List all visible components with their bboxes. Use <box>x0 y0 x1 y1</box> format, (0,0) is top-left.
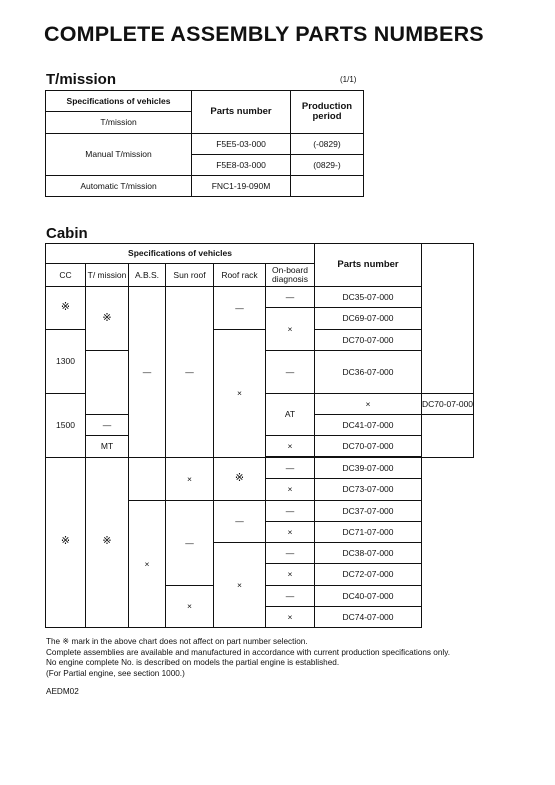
cc-cell: ※ <box>46 458 86 628</box>
parts-header: Parts number <box>192 91 291 134</box>
tmission-cell: ※ <box>86 287 129 351</box>
obd-cell: × <box>266 522 315 543</box>
cabin-parts-cell: DC37-07-000 <box>315 501 422 522</box>
abs-header: A.B.S. <box>129 264 166 287</box>
cc-cell: ※ <box>46 287 86 330</box>
obd-cell: — <box>86 415 129 436</box>
period-header: Production period <box>291 91 364 134</box>
roofrack-cell: × <box>214 330 266 458</box>
transmission-parts: FNC1-19-090M <box>192 176 291 197</box>
transmission-parts: F5E8-03-000 <box>192 155 291 176</box>
cabin-parts-header: Parts number <box>315 244 422 287</box>
tmission-header: T/ mission <box>86 264 129 287</box>
sunroof-cell: — <box>166 287 214 458</box>
obd-cell: × <box>315 394 422 415</box>
cabin-parts-cell: DC38-07-000 <box>315 543 422 564</box>
obd-cell: — <box>266 501 315 522</box>
cc-cell: 1300 <box>46 330 86 394</box>
cabin-parts-cell: DC39-07-000 <box>315 458 422 479</box>
obd-cell: × <box>266 479 315 501</box>
cabin-heading: Cabin <box>46 225 88 242</box>
tmission-cell: ※ <box>86 458 129 628</box>
obd-cell: — <box>266 287 315 308</box>
roofrack-header: Roof rack <box>214 264 266 287</box>
roofrack-cell: — <box>214 287 266 330</box>
footnote: (For Partial engine, see section 1000.) <box>46 668 185 678</box>
transmission-spec: Automatic T/mission <box>46 176 192 197</box>
cabin-parts-cell: DC74-07-000 <box>315 607 422 628</box>
abs-cell: — <box>129 287 166 458</box>
cabin-parts-cell: DC40-07-000 <box>315 586 422 607</box>
page-indicator: (1/1) <box>340 75 357 84</box>
sunroof-header: Sun roof <box>166 264 214 287</box>
cabin-parts-cell: DC73-07-000 <box>315 479 422 501</box>
tmission-cell <box>86 351 129 415</box>
footnotes <box>46 637 450 679</box>
cabin-parts-cell: DC70-07-000 <box>315 436 422 457</box>
roofrack-cell: ※ <box>214 458 266 501</box>
footnote: No engine complete No. is described on models the partial engine is established. <box>46 658 340 668</box>
abs-cell <box>129 458 166 501</box>
obd-cell: × <box>266 607 315 628</box>
cabin-table-lower <box>45 457 422 628</box>
transmission-period: (0829-) <box>291 155 364 176</box>
obd-cell: — <box>266 543 315 564</box>
tmission-subheader: T/mission <box>46 112 192 134</box>
transmission-heading: T/mission <box>46 71 117 88</box>
sunroof-cell: — <box>166 501 214 586</box>
roofrack-cell: — <box>214 501 266 543</box>
tmission-cell: AT <box>266 394 315 436</box>
obd-cell: × <box>266 308 315 351</box>
obd-cell: — <box>266 586 315 607</box>
obd-cell: — <box>266 351 315 394</box>
footnote: The ※ mark in the above chart does not affect on part number selection. <box>46 637 308 646</box>
transmission-parts: F5E5-03-000 <box>192 134 291 155</box>
cc-cell: 1500 <box>46 394 86 458</box>
cabin-parts-cell: DC71-07-000 <box>315 522 422 543</box>
transmission-period: (-0829) <box>291 134 364 155</box>
tmission-cell: MT <box>86 436 129 458</box>
cc-header: CC <box>46 264 86 287</box>
transmission-table <box>45 90 364 197</box>
roofrack-cell: × <box>214 543 266 628</box>
transmission-spec: Manual T/mission <box>46 134 192 176</box>
cabin-parts-cell: DC70-07-000 <box>422 394 474 415</box>
cabin-parts-cell: DC69-07-000 <box>315 308 422 330</box>
obd-header: On-board diagnosis <box>266 264 315 287</box>
transmission-period <box>291 176 364 197</box>
footnote: Complete assemblies are available and manufactured in accordance with current production specifications only. <box>46 647 450 657</box>
sunroof-cell: × <box>166 458 214 501</box>
specs-header: Specifications of vehicles <box>46 91 192 112</box>
obd-cell: — <box>266 458 315 479</box>
page-title: COMPLETE ASSEMBLY PARTS NUMBERS <box>44 22 484 46</box>
obd-cell: × <box>266 436 315 457</box>
cabin-specs-header: Specifications of vehicles <box>46 244 315 264</box>
cabin-parts-cell: DC36-07-000 <box>315 351 422 394</box>
cabin-parts-cell: DC70-07-000 <box>315 330 422 351</box>
cabin-table <box>45 243 474 458</box>
sunroof-cell: × <box>166 586 214 628</box>
cabin-parts-cell: DC35-07-000 <box>315 287 422 308</box>
cabin-parts-cell: DC41-07-000 <box>315 415 422 436</box>
obd-cell: × <box>266 564 315 586</box>
abs-cell: × <box>129 501 166 628</box>
document-code: AEDM02 <box>46 687 79 696</box>
cabin-parts-cell: DC72-07-000 <box>315 564 422 586</box>
